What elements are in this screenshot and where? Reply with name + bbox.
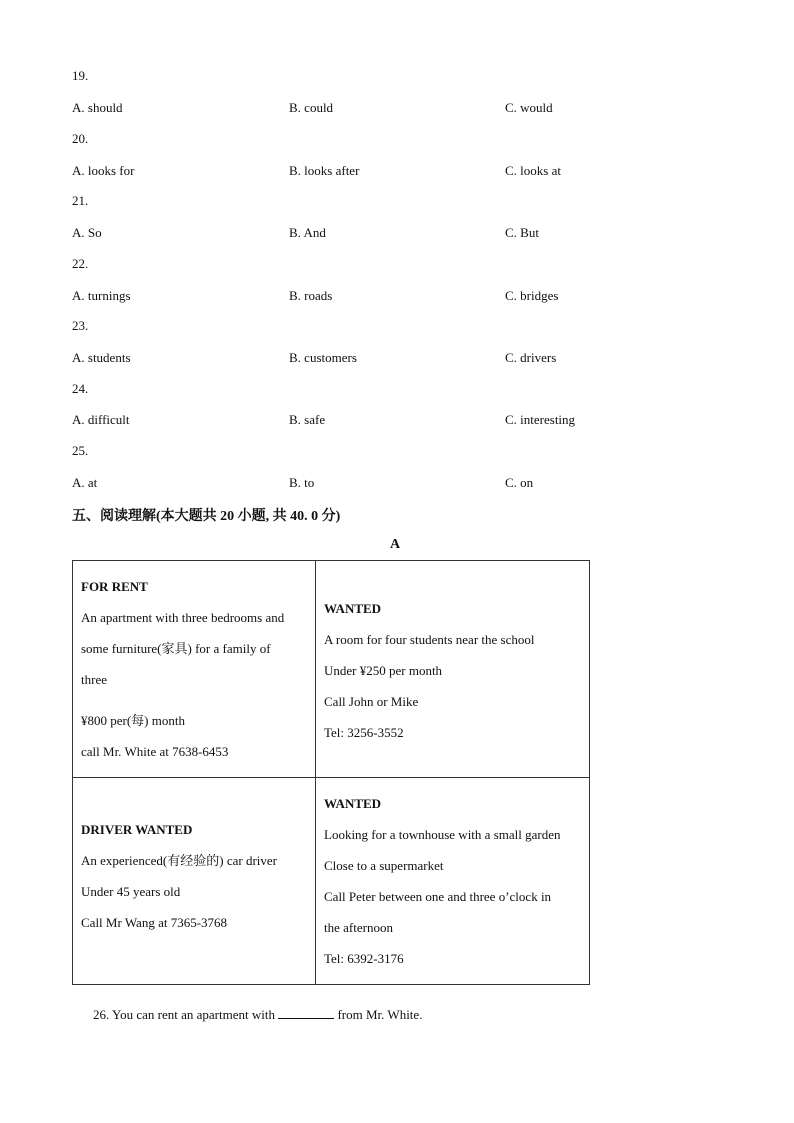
question-number: 20. (72, 131, 89, 146)
ad-line: Close to a supermarket (324, 858, 444, 873)
option-b: B. could (289, 100, 334, 115)
option-a: A. turnings (72, 288, 131, 303)
question-26-stem-end: from Mr. White. (337, 1007, 423, 1022)
ad-line: Call Peter between one and three o’clock in (324, 889, 552, 904)
ad-line: A room for four students near the school (324, 632, 535, 647)
ad-line: An experienced(有经验的) car driver (81, 853, 277, 868)
ad-line: Call John or Mike (324, 694, 419, 709)
option-a: A. should (72, 100, 123, 115)
option-b: B. to (289, 475, 315, 490)
option-b: B. customers (289, 350, 357, 365)
ad-driver-wanted (73, 778, 316, 985)
ad-line: three (81, 672, 107, 687)
question-26 (93, 1006, 422, 1023)
option-a: A. So (72, 225, 102, 240)
option-a: A. at (72, 475, 98, 490)
ad-line: the afternoon (324, 920, 393, 935)
question-number: 19. (72, 68, 89, 83)
option-c: C. looks at (505, 163, 561, 178)
option-b: B. looks after (289, 163, 360, 178)
ad-line: Tel: 6392-3176 (324, 951, 404, 966)
section-title: 五、阅读理解(本大题共 20 小题, 共 40. 0 分) (72, 509, 341, 524)
ad-wanted-townhouse (316, 778, 590, 985)
question-number: 21. (72, 193, 89, 208)
option-c: C. drivers (505, 350, 557, 365)
ad-line: Looking for a townhouse with a small garden (324, 827, 561, 842)
option-c: C. But (505, 225, 539, 240)
ad-title: WANTED (324, 601, 382, 616)
answer-blank (278, 1006, 334, 1019)
option-a: A. difficult (72, 412, 130, 427)
option-c: C. would (505, 100, 553, 115)
ad-line: Call Mr Wang at 7365-3768 (81, 915, 228, 930)
ad-wanted-room (316, 561, 590, 778)
ad-line: Under 45 years old (81, 884, 181, 899)
passage-label: A (390, 537, 401, 552)
ad-line: some furniture(家具) for a family of (81, 641, 271, 656)
question-number: 25. (72, 443, 89, 458)
option-c: C. on (505, 475, 534, 490)
option-a: A. looks for (72, 163, 135, 178)
ad-line: call Mr. White at 7638-6453 (81, 744, 229, 759)
question-number: 24. (72, 381, 89, 396)
option-a: A. students (72, 350, 131, 365)
question-number: 23. (72, 318, 89, 333)
ad-line: An apartment with three bedrooms and (81, 610, 285, 625)
option-c: C. bridges (505, 288, 559, 303)
ads-table (72, 560, 590, 985)
option-c: C. interesting (505, 412, 576, 427)
ad-title: WANTED (324, 796, 382, 811)
ad-line: Tel: 3256-3552 (324, 725, 404, 740)
option-b: B. And (289, 225, 326, 240)
ad-line: ¥800 per(每) month (81, 713, 185, 728)
question-26-stem-start: 26. You can rent an apartment with (93, 1007, 275, 1022)
option-b: B. roads (289, 288, 333, 303)
ad-for-rent (73, 561, 316, 778)
question-number: 22. (72, 256, 89, 271)
ad-line: Under ¥250 per month (324, 663, 443, 678)
option-b: B. safe (289, 412, 326, 427)
ad-title: DRIVER WANTED (81, 822, 193, 837)
ad-title: FOR RENT (81, 579, 148, 594)
